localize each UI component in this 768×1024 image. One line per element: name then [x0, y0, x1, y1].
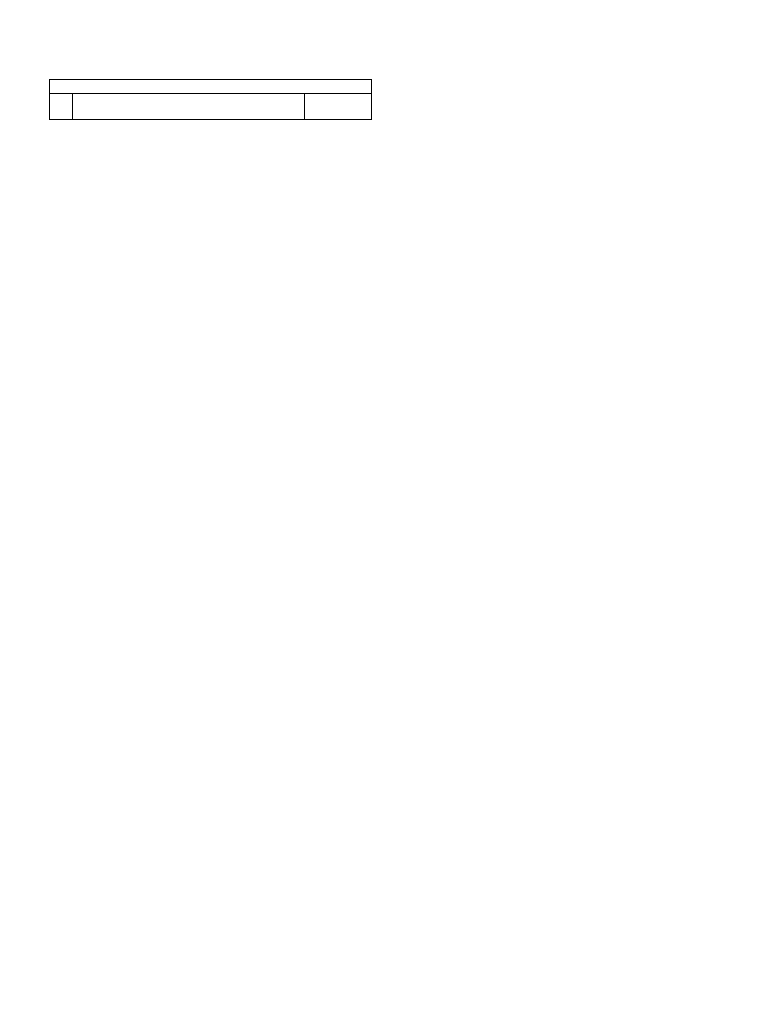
- title-spacer-left: [50, 80, 73, 94]
- title-spacer-right: [305, 80, 372, 94]
- price-header-spacer: [305, 93, 372, 106]
- price-review-table-top: [49, 79, 372, 120]
- big-books-header-row: [50, 106, 372, 119]
- title-row: [50, 80, 372, 94]
- price-header: [305, 106, 372, 119]
- big-books-heading: [73, 106, 305, 119]
- header-row: [50, 93, 372, 106]
- sn-header: [50, 93, 73, 106]
- price-review-top-body: [50, 80, 372, 120]
- product-header: [73, 93, 305, 106]
- sn-header-cont: [50, 106, 73, 119]
- page-title: [73, 80, 305, 94]
